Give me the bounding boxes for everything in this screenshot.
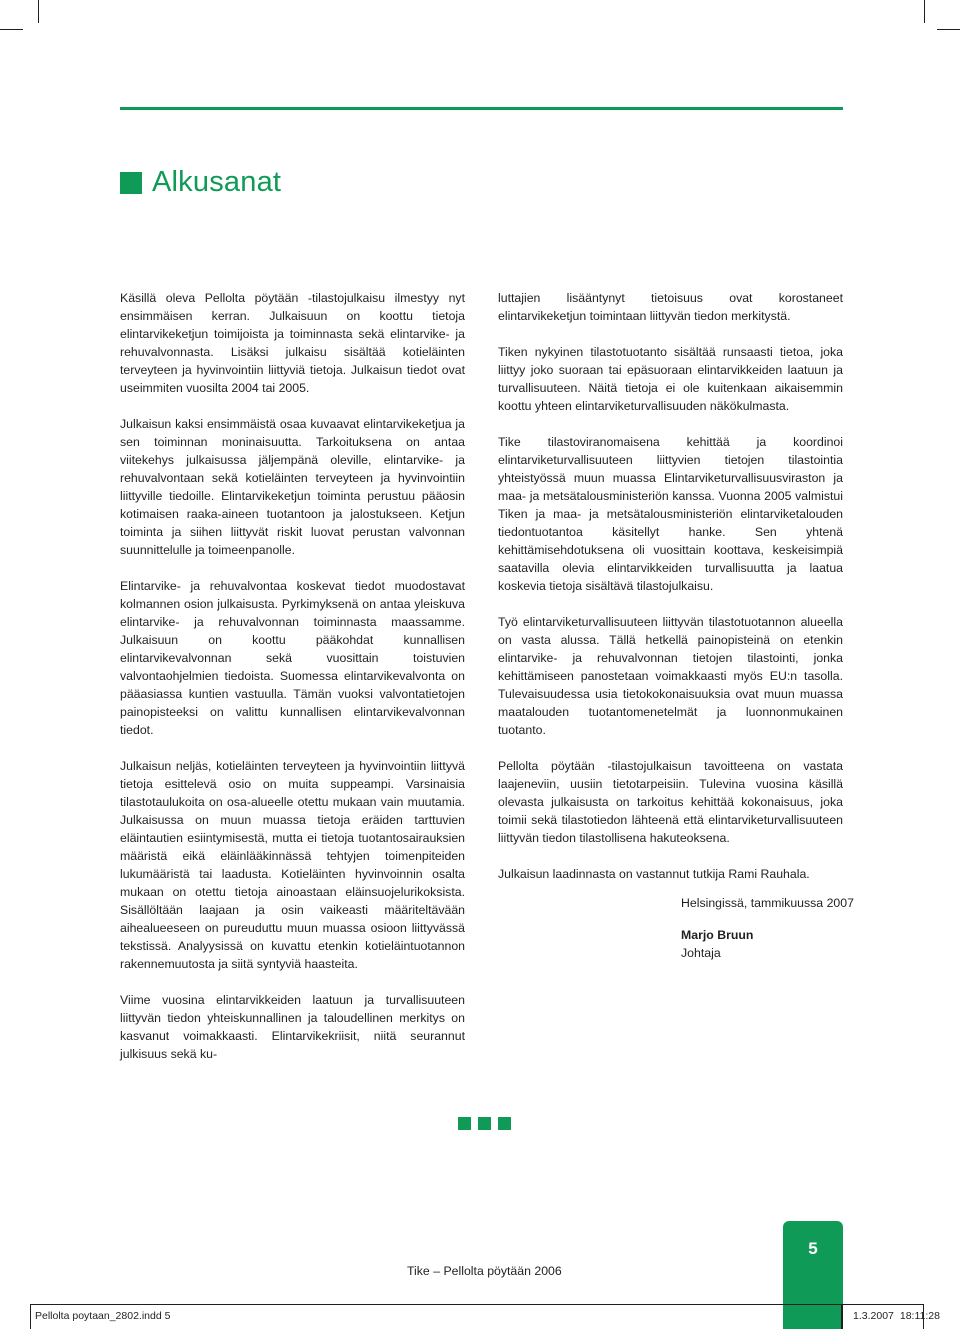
green-square-icon [478, 1117, 491, 1130]
paragraph: luttajien lisääntynyt tietoisuus ovat korostaneet elintarvikeketjun toimintaan liittyvän tiedon merkitystä. [498, 291, 843, 323]
page-title: Alkusanat [152, 166, 282, 198]
slug-time: 18:11:28 [899, 1310, 940, 1322]
print-slug-timestamp [842, 1304, 940, 1329]
paragraph: Julkaisun neljäs, kotieläinten terveyteen ja hyvinvointiin liittyvä tietoja esittelevä osio on muita suppeampi. Varsinaisia tilastotaulukoita on osa-alueelle otettu mukaan vain muutamia. Julkaisussa on muun muassa tietoja eräiden tarttuvien eläintautien esiintymisestä, mutta ei tietoja tuotantosairauksien määristä eikä eläinlääkinnässä tehtyjen toimenpiteiden lukumääristä tai laadusta. Kotieläinten hyvinvoinnin osalta mukaan on otettu tietoja ainoastaan eläinsuojelurikoksista. Sisällöltään laajaan ja osin vaikeasti määriteltävään aihealueeseen on pureuduttu muun muassa osioon liittyvässä tekstissä. Analyysissä on kuvattu etenkin kotieläintuotannon rakennemuutosta ja siitä syntyviä haasteita. [120, 759, 465, 971]
signature-title: Johtaja [681, 946, 721, 960]
paragraph: Tike tilastoviranomaisena kehittää ja koordinoi elintarviketurvallisuuteen liittyvien tietojen tilastointia yhteistyössä muun muassa Elintarviketurvallisuusviraston ja maa- ja metsätalousministeriön kanssa. Vuonna 2005 valmistui Tiken ja maa- ja metsätalousministeriön elintarviketalouden tiedontuotantoa käsitellyt hanke. Sen yhtenä kehittämisehdotuksena oli vuosittain koottava, keskeisimpiä saatavilla olevia elintarvikkeiden turvallisuutta ja laatua koskevia tietoja sisältävä tilastojulkaisu. [498, 435, 843, 593]
paragraph: Tiken nykyinen tilastotuotanto sisältää runsaasti tietoa, joka liittyy joko suoraan tai epäsuoraan elintarvikkeiden laatuun ja turvallisuuteen. Näitä tietoja ei ole kuitenkaan aikaisemmin koottu yhteen elintarviketurvallisuuden näkökulmasta. [498, 345, 843, 413]
slug-date: 1.3.2007 [853, 1310, 894, 1322]
crop-mark [937, 29, 960, 30]
crop-mark [924, 0, 925, 23]
paragraph: Viime vuosina elintarvikkeiden laatuun ja turvallisuuteen liittyvän tiedon yhteiskunnallinen ja taloudellinen merkitys on kasvanut voimakkaasti. Elintarvikekriisit, niitä seurannut julkisuus sekä ku- [120, 993, 465, 1061]
green-square-icon [458, 1117, 471, 1130]
top-green-rule [120, 107, 843, 110]
paragraph: Julkaisun laadinnasta on vastannut tutkija Rami Rauhala. [498, 867, 810, 881]
section-heading [120, 166, 281, 199]
paragraph: Käsillä oleva Pellolta pöytään -tilastojulkaisu ilmestyy nyt ensimmäisen kerran. Julkaisuun on koottu tietoja elintarvikeketjun toimijoista ja toiminnasta sekä elintarvike- ja rehuvalvonnasta. Lisäksi julkaisu sisältää kotieläinten terveyteen ja hyvinvointiin liittyviä tietoja. Julkaisun tiedot ovat useimmiten vuosilta 2004 tai 2005. [120, 291, 465, 395]
signature-name: Marjo Bruun [681, 928, 754, 942]
green-square-icon [498, 1117, 511, 1130]
footer-title: Tike – Pellolta pöytään 2006 [407, 1264, 562, 1278]
slug-file-name: Pellolta poytaan_2802.indd 5 [35, 1310, 171, 1322]
crop-mark [38, 0, 39, 23]
page-number: 5 [808, 1239, 818, 1258]
paragraph: Pellolta pöytään -tilastojulkaisun tavoitteena on vastata laajeneviin, uusiin tietotarpeisiin. Tulevina vuosina käsillä olevasta julkaisusta on tarkoitus kehittää kokonaisuus, joka toimii sekä tilastotiedon lähteenä että elintarviketurvallisuuteen liittyvän tiedon tilastollisena hakuteoksena. [498, 759, 843, 845]
green-square-icon [120, 172, 142, 194]
crop-mark [0, 29, 23, 30]
signature-block [681, 894, 854, 962]
paragraph: Työ elintarviketurvallisuuteen liittyvän tilastotuotannon alueella on vasta alussa. Tällä hetkellä painopisteinä on etenkin elintarvike- ja rehuvalvonnan tietojen tilastointi, jonka kehittämiseen panostetaan voimakkaasti myös EU:n tasolla. Tulevaisuudessa usia tietokokonaisuuksia ovat muun muassa maatalouden tuotantomenetelmät ja luonnonmukainen tuotanto. [498, 615, 843, 737]
paragraph: Julkaisun kaksi ensimmäistä osaa kuvaavat elintarvikeketjua ja sen toiminnan moninaisuutta. Tarkoituksena on antaa viitekehys julkaisussa jäljempänä oleville, elintarvike- ja rehuvalvontaan sekä kotieläinten terveyteen ja hyvinvointiin liittyville tiedoille. Elintarvikeketjun toiminta perustuu pääosin kotimaisen raaka-aineen tuotantoon ja jalostukseen. Ketjun toiminta ja siihen liittyvät riskit luovat perustan valvonnan suunnittelulle ja toimeenpanolle. [120, 417, 465, 557]
right-column [498, 289, 843, 901]
print-slug-file [30, 1304, 842, 1329]
signature-place-date: Helsingissä, tammikuussa 2007 [681, 896, 854, 910]
decorative-squares [458, 1117, 511, 1130]
paragraph: Elintarvike- ja rehuvalvontaa koskevat tiedot muodostavat kolmannen osion julkaisusta. Pyrkimyksenä on antaa yleiskuva elintarvike- ja rehuvalvonnan toiminnasta maassamme. Julkaisuun on koottu pääkohdat kunnallisen elintarvikevalvonnan sekä vuosittain toistuvien valvontaohjelmien tiedoista. Suomessa elintarvikevalvonta on pääasiassa kuntien vastuulla. Tämän vuoksi valvontatietojen painopisteeksi on valittu kunnallisen elintarvikevalvonnan tiedot. [120, 579, 465, 737]
left-column [120, 289, 465, 1081]
